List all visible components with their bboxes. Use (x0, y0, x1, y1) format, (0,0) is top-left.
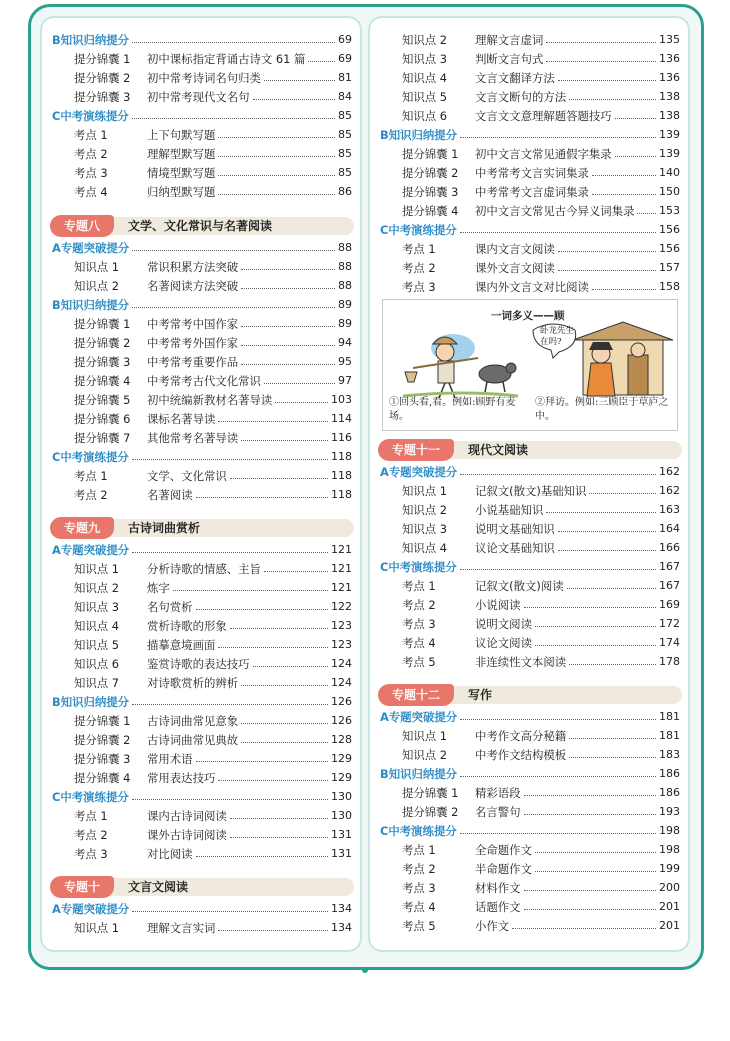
toc-entry[interactable]: 提分锦囊 1 初中文言文常见通假字集录 139 (402, 146, 680, 161)
toc-entry[interactable]: 考点 2 课外古诗词阅读 131 (74, 827, 352, 842)
section-header[interactable]: A 专题突破提分 181 (380, 709, 680, 724)
section-header[interactable]: B 知识归纳提分 139 (380, 127, 680, 142)
toc-entry[interactable]: 考点 1 课内古诗词阅读 130 (74, 808, 352, 823)
toc-entry[interactable]: 提分锦囊 2 中考常考外国作家 94 (74, 335, 352, 350)
toc-entry[interactable]: 提分锦囊 5 初中统编新教材名著导读 103 (74, 392, 352, 407)
section-header[interactable]: C 中考演练提分 156 (380, 222, 680, 237)
topic-title: 文言文阅读 (128, 880, 189, 894)
toc-entry[interactable]: 考点 4 归纳型默写题 86 (74, 184, 352, 199)
toc-entry[interactable]: 知识点 2 理解文言虚词 135 (402, 32, 680, 47)
toc-entry[interactable]: 考点 3 材料作文 200 (402, 880, 680, 895)
toc-entry[interactable]: 知识点 2 中考作文结构模板 183 (402, 747, 680, 762)
toc-entry[interactable]: 知识点 4 议论文基础知识 166 (402, 540, 680, 555)
toc-entry[interactable]: 提分锦囊 1 初中课标指定背诵古诗文 61 篇 69 (74, 51, 352, 66)
section-header[interactable]: A 专题突破提分 162 (380, 464, 680, 479)
topic-badge: 专题十二 (378, 684, 454, 706)
toc-entry[interactable]: 知识点 2 小说基础知识 163 (402, 502, 680, 517)
toc-entry[interactable]: 考点 2 课外文言文阅读 157 (402, 260, 680, 275)
topic-title: 古诗词曲赏析 (128, 521, 201, 535)
topic-heading[interactable] (378, 684, 682, 706)
toc-entry[interactable]: 知识点 4 赏析诗歌的形象 123 (74, 618, 352, 633)
toc-entry[interactable]: 考点 3 说明文阅读 172 (402, 616, 680, 631)
topic-title: 现代文阅读 (468, 443, 529, 457)
toc-entry[interactable]: 知识点 1 记叙文(散文)基础知识 162 (402, 483, 680, 498)
toc-entry[interactable]: 考点 2 名著阅读 118 (74, 487, 352, 502)
toc-entry[interactable]: 提分锦囊 4 初中文言文常见古今异义词集录 153 (402, 203, 680, 218)
section-header[interactable]: A 专题突破提分 134 (52, 901, 352, 916)
toc-entry[interactable]: 考点 5 小作文 201 (402, 918, 680, 933)
toc-entry[interactable]: 提分锦囊 3 常用术语 129 (74, 751, 352, 766)
toc-entry[interactable]: 知识点 2 炼字 121 (74, 580, 352, 595)
toc-entry[interactable]: 知识点 6 鉴赏诗歌的表达技巧 124 (74, 656, 352, 671)
toc-entry[interactable]: 知识点 6 文言文文意理解题答题技巧 138 (402, 108, 680, 123)
toc-entry[interactable]: 提分锦囊 2 古诗词曲常见典故 128 (74, 732, 352, 747)
topic-badge: 专题八 (50, 215, 114, 237)
toc-entry[interactable]: 考点 4 话题作文 201 (402, 899, 680, 914)
topic-title: 文学、文化常识与名著阅读 (128, 219, 273, 233)
topic-badge: 专题十一 (378, 439, 454, 461)
toc-entry[interactable]: 考点 3 课内外文言文对比阅读 158 (402, 279, 680, 294)
toc-entry[interactable]: 提分锦囊 2 名言警句 193 (402, 804, 680, 819)
toc-entry[interactable]: 提分锦囊 1 古诗词曲常见意象 126 (74, 713, 352, 728)
toc-entry[interactable]: 知识点 2 名著阅读方法突破 88 (74, 278, 352, 293)
section-header[interactable]: C 中考演练提分 167 (380, 559, 680, 574)
toc-entry[interactable]: 考点 1 文学、文化常识 118 (74, 468, 352, 483)
toc-entry[interactable]: 知识点 3 名句赏析 122 (74, 599, 352, 614)
toc-entry[interactable]: 知识点 3 判断文言句式 136 (402, 51, 680, 66)
speech-bubble-text: 卧龙先生在吗? (540, 326, 575, 347)
vocabulary-illustration (382, 299, 678, 431)
topic-heading[interactable] (50, 215, 354, 237)
toc-entry[interactable]: 提分锦囊 2 初中常考诗词名句归类 81 (74, 70, 352, 85)
topic-title: 写作 (468, 688, 493, 702)
toc-entry[interactable]: 提分锦囊 7 其他常考名著导读 116 (74, 430, 352, 445)
toc-entry[interactable]: 知识点 1 理解文言实词 134 (74, 920, 352, 935)
topic-heading[interactable] (378, 439, 682, 461)
section-header[interactable]: B 知识归纳提分 89 (52, 297, 352, 312)
bottom-dot (362, 967, 368, 973)
toc-entry[interactable]: 考点 1 记叙文(散文)阅读 167 (402, 578, 680, 593)
topic-heading[interactable] (50, 517, 354, 539)
toc-entry[interactable]: 考点 5 非连续性文本阅读 178 (402, 654, 680, 669)
toc-entry[interactable]: 知识点 4 文言文翻译方法 136 (402, 70, 680, 85)
topic-heading[interactable] (50, 876, 354, 898)
toc-entry[interactable]: 考点 2 理解型默写题 85 (74, 146, 352, 161)
toc-entry[interactable]: 提分锦囊 2 中考常考文言实词集录 140 (402, 165, 680, 180)
section-header[interactable]: C 中考演练提分 198 (380, 823, 680, 838)
section-header[interactable]: C 中考演练提分 118 (52, 449, 352, 464)
toc-entry[interactable]: 知识点 3 说明文基础知识 164 (402, 521, 680, 536)
illustration-caption-1: ①回头看,看。例如:顾野有麦场。 (389, 397, 516, 422)
toc-entry[interactable]: 提分锦囊 3 初中常考现代文名句 84 (74, 89, 352, 104)
toc-entry[interactable]: 提分锦囊 4 中考常考古代文化常识 97 (74, 373, 352, 388)
toc-entry[interactable]: 知识点 5 描摹意境画面 123 (74, 637, 352, 652)
toc-entry[interactable]: 知识点 1 中考作文高分秘籍 181 (402, 728, 680, 743)
section-header[interactable]: A 专题突破提分 88 (52, 240, 352, 255)
toc-entry[interactable]: 知识点 5 文言文断句的方法 138 (402, 89, 680, 104)
topic-badge: 专题九 (50, 517, 114, 539)
section-header[interactable]: B 知识归纳提分 126 (52, 694, 352, 709)
toc-entry[interactable]: 提分锦囊 3 中考常考重要作品 95 (74, 354, 352, 369)
toc-entry[interactable]: 知识点 1 分析诗歌的情感、主旨 121 (74, 561, 352, 576)
toc-entry[interactable]: 知识点 1 常识积累方法突破 88 (74, 259, 352, 274)
section-header[interactable]: A 专题突破提分 121 (52, 542, 352, 557)
left-column (40, 16, 362, 952)
illustration-title: 一词多义——顾 (491, 310, 565, 322)
toc-entry[interactable]: 考点 2 小说阅读 169 (402, 597, 680, 612)
section-header[interactable]: C 中考演练提分 130 (52, 789, 352, 804)
right-column (368, 16, 690, 952)
toc-entry[interactable]: 提分锦囊 6 课标名著导读 114 (74, 411, 352, 426)
toc-entry[interactable]: 考点 2 半命题作文 199 (402, 861, 680, 876)
toc-entry[interactable]: 考点 1 上下句默写题 85 (74, 127, 352, 142)
toc-entry[interactable]: 提分锦囊 4 常用表达技巧 129 (74, 770, 352, 785)
topic-badge: 专题十 (50, 876, 114, 898)
section-header[interactable]: B 知识归纳提分 69 (52, 32, 352, 47)
section-header[interactable]: C 中考演练提分 85 (52, 108, 352, 123)
toc-entry[interactable]: 提分锦囊 1 中考常考中国作家 89 (74, 316, 352, 331)
toc-entry[interactable]: 知识点 7 对诗歌赏析的辨析 124 (74, 675, 352, 690)
toc-entry[interactable]: 考点 3 对比阅读 131 (74, 846, 352, 861)
toc-entry[interactable]: 提分锦囊 1 精彩语段 186 (402, 785, 680, 800)
toc-entry[interactable]: 考点 1 全命题作文 198 (402, 842, 680, 857)
toc-entry[interactable]: 考点 4 议论文阅读 174 (402, 635, 680, 650)
toc-entry[interactable]: 提分锦囊 3 中考常考文言虚词集录 150 (402, 184, 680, 199)
section-header[interactable]: B 知识归纳提分 186 (380, 766, 680, 781)
toc-entry[interactable]: 考点 3 情境型默写题 85 (74, 165, 352, 180)
illustration-caption-2: ②拜访。例如:三顾臣于草庐之中。 (535, 397, 669, 422)
toc-entry[interactable]: 考点 1 课内文言文阅读 156 (402, 241, 680, 256)
